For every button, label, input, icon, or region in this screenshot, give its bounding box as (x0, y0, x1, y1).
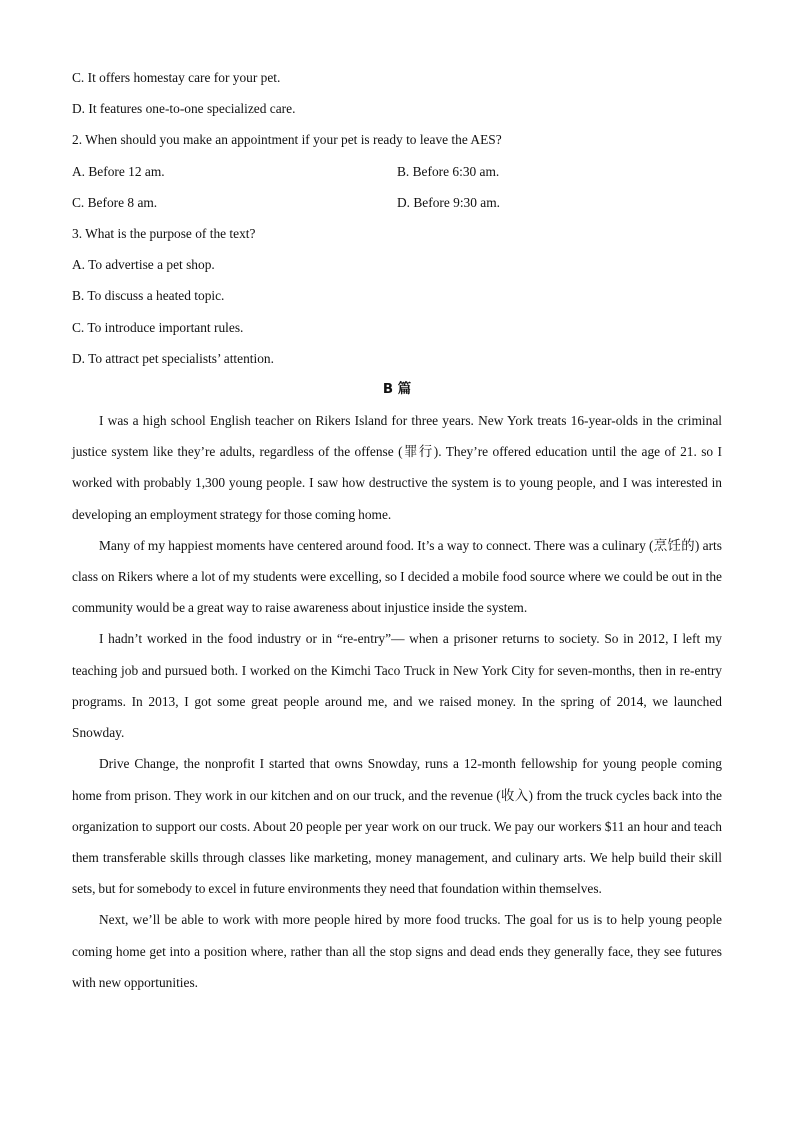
q3-option-b: B. To discuss a heated topic. (72, 288, 225, 304)
q2-option-d: D. Before 9:30 am. (397, 194, 501, 210)
question-3-stem: 3. What is the purpose of the text? (72, 225, 256, 241)
passage-paragraph-4: Drive Change, the nonprofit I started that owns Snowday, runs a 12-month fellowship for young people coming home from prison. They work in our kitchen and on our truck, and the revenue (收入) from the truck cycles back into the organization to support our costs. About 20 people per year work on our truck. We pay our workers $11 an hour and teach them transferable skills through classes like marketing, money management, and culinary arts. We help build their skill sets, but for somebody to excel in future environments they need that foundation within themselves. (72, 756, 722, 897)
passage-paragraph-2: Many of my happiest moments have centered around food. It’s a way to connect. There was a culinary (烹饪的) arts class on Rikers where a lot of my students were excelling, so I decided a mobile food source where we could be out in the community would be a great way to raise awareness about injustice inside the system. (72, 537, 722, 616)
passage-paragraph-1: I was a high school English teacher on Rikers Island for three years. New York treats 16-year-olds in the criminal justice system like they’re adults, regardless of the offense (罪行). They’re offered education until the age of 21. so I worked with probably 1,300 young people. I saw how destructive the system is to young people, and I was interested in developing an employment strategy for those coming home. (72, 413, 722, 522)
option-d: D. It features one-to-one specialized care. (72, 101, 296, 117)
section-b-title: B 篇 (382, 381, 412, 397)
question-2-options-row-2 (72, 187, 722, 218)
question-2-options-row-1 (72, 156, 722, 187)
document-page (72, 62, 722, 998)
q3-option-d: D. To attract pet specialists’ attention. (72, 350, 274, 366)
q3-option-a: A. To advertise a pet shop. (72, 257, 215, 273)
passage-paragraph-5: Next, we’ll be able to work with more people hired by more food trucks. The goal for us is to help young people coming home get into a position where, rather than all the stop signs and dead ends they generally face, they see futures with new opportunities. (72, 912, 722, 990)
option-c: C. It offers homestay care for your pet. (72, 70, 281, 85)
question-2-stem: 2. When should you make an appointment if your pet is ready to leave the AES? (72, 132, 502, 148)
q2-option-a: A. Before 12 am. (72, 163, 165, 179)
passage-paragraph-3: I hadn’t worked in the food industry or in “re-entry”— when a prisoner returns to society. So in 2012, I left my teaching job and pursued both. I worked on the Kimchi Taco Truck in New York City for seven-months, then in re-entry programs. In 2013, I got some great people around me, and we raised money. In the spring of 2014, we launched Snowday. (72, 631, 722, 741)
q2-option-c: C. Before 8 am. (72, 194, 158, 210)
q2-option-b: B. Before 6:30 am. (397, 163, 500, 179)
q3-option-c: C. To introduce important rules. (72, 319, 244, 335)
